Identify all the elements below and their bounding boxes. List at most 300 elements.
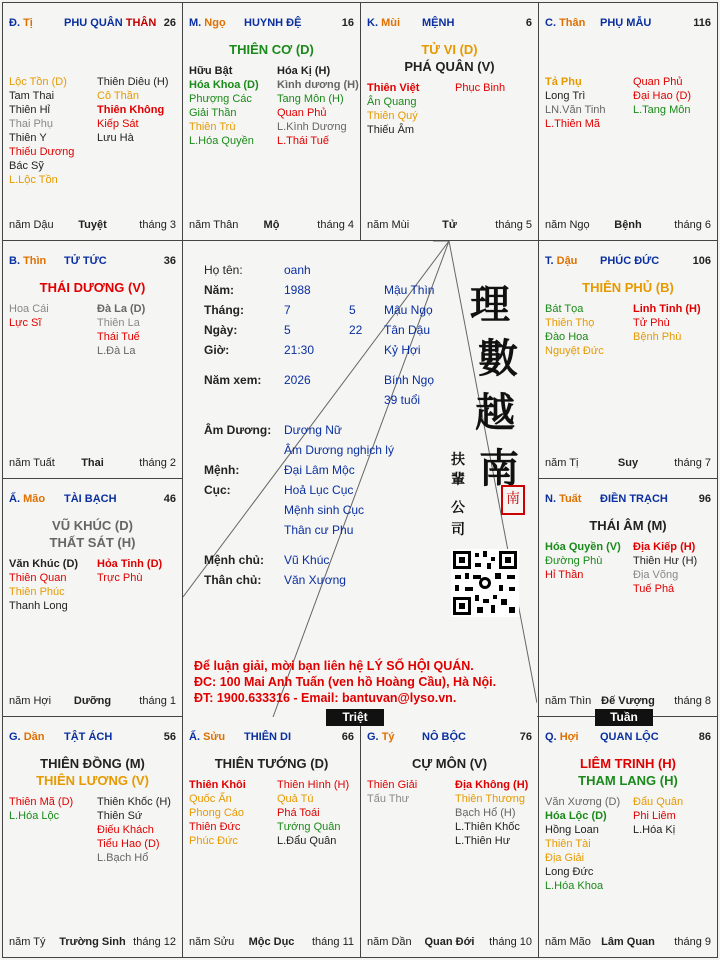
minor-star: L.Thiên Khốc [455,821,520,833]
palace-month: tháng 1 [139,695,176,707]
palace-month: tháng 6 [674,219,711,231]
minor-star: Thiên Trù [189,121,236,133]
palace-position [189,17,226,29]
palace-branch: Mùi [381,17,401,29]
palace-age: 116 [693,17,711,29]
major-star: THÁI DƯƠNG (V) [39,280,146,295]
minor-star: Long Trì [545,90,586,102]
contact-line-1: Để luận giải, mời bạn liên hệ LÝ SỐ HỘI QUÁN. [194,659,474,673]
minor-stars-left [545,302,635,358]
minor-stars-right [633,75,718,117]
palace-year: năm Ngọ [545,219,590,231]
minor-star: Lưu Hà [97,132,134,144]
palace-branch: Tị [23,17,33,29]
palace-position [545,731,579,743]
palace-header [367,731,532,745]
contact-line-3: ĐT: 1900.633316 - Email: bantuvan@lyso.vn. [194,691,457,705]
minor-star: Thiên Sứ [97,810,143,822]
cuc-note-1: Mệnh sinh Cục [284,503,365,517]
palace-name [600,17,651,29]
minor-star: Thiên Mã (D) [9,796,74,808]
minor-star: Lộc Tồn (D) [9,76,67,88]
palace-age: 96 [698,493,711,505]
small-calligraphy-3: 公 [451,500,465,516]
minor-star: Địa Kiếp (H) [633,541,696,553]
palace-stage: Thai [81,457,104,469]
minor-star: Tang Môn (H) [277,93,344,105]
palace-name [64,493,117,505]
palace-name [600,255,659,267]
minor-star: Cô Thần [97,90,139,102]
major-stars [183,41,360,58]
year-can-chi: Mậu Thìn [384,283,435,297]
month-lunar: 5 [349,303,356,317]
palace-name-text: HUYNH ĐỆ [244,17,302,29]
minor-star: Đà La (D) [97,303,146,315]
palace-hoi [538,716,718,958]
day-label: Ngày: [204,323,238,337]
minor-star: Địa Võng [633,569,679,581]
minor-star: Tuế Phá [633,583,675,595]
palace-name [64,17,156,29]
minor-star: Phi Liêm [633,810,676,822]
major-stars [183,755,360,772]
palace-name-text: ĐIỀN TRẠCH [600,493,668,505]
cuc-label: Cục: [204,483,231,497]
minor-star: Thiên Không [97,104,165,116]
am-duong-value: Dương Nữ [284,423,342,437]
minor-star: Phúc Đức [189,835,238,847]
minor-star: Thiếu Dương [9,146,75,158]
minor-stars-right [455,778,539,848]
palace-year: năm Mão [545,936,591,948]
palace-footer [545,219,711,233]
minor-stars-right [97,795,183,865]
palace-year: năm Tị [545,457,579,469]
palace-mui [360,2,539,241]
major-stars [361,41,538,75]
minor-star: Giải Thần [189,107,237,119]
qr-code-icon[interactable] [451,549,519,617]
palace-stem: K. [367,17,378,29]
minor-star: L.Bạch Hổ [97,852,149,864]
minor-star: Thiên Quý [367,110,418,122]
palace-stem: N. [545,493,556,505]
palace-name-text: NÔ BỘC [422,731,466,743]
palace-stage: Mộ [263,219,280,231]
minor-star: Thiên Phúc [9,586,65,598]
minor-star: Thiên La [97,317,140,329]
major-star: THÁI ÂM (M) [589,518,667,533]
major-star: THIÊN LƯƠNG (V) [36,773,149,788]
month-solar: 7 [284,303,291,317]
minor-star: Hóa Kị (H) [277,65,331,77]
minor-star: Phượng Các [189,93,252,105]
minor-star: Ân Quang [367,96,417,108]
minor-star: Hóa Quyền (V) [545,541,621,553]
minor-star: L.Hóa Lộc [9,810,60,822]
minor-stars-right [633,302,718,344]
minor-star: Thiếu Âm [367,124,415,136]
tuan-tag: Tuần [595,709,653,726]
palace-branch: Tý [381,731,395,743]
palace-year: năm Sửu [189,936,235,948]
am-duong-label: Âm Dương: [204,423,272,437]
minor-star: Lực Sĩ [9,317,42,329]
palace-month: tháng 10 [489,936,532,948]
minor-star: Thiên Khôi [189,779,246,791]
major-star: THIÊN ĐỒNG (M) [40,756,145,771]
palace-position [9,255,46,267]
palace-month: tháng 8 [674,695,711,707]
minor-star: Hỏa Tinh (D) [97,558,163,570]
minor-star: Quốc Ấn [189,793,232,805]
palace-header [9,493,176,507]
palace-extra: THÂN [125,17,157,29]
palace-header [545,493,711,507]
palace-than [538,2,718,241]
palace-name [600,731,659,743]
minor-star: L.Hóa Khoa [545,880,604,892]
minor-star: Thiên Quan [9,572,67,584]
hour-value: 21:30 [284,343,315,357]
minor-star: L.Thái Tuế [277,135,329,147]
day-lunar: 22 [349,323,363,337]
year-solar: 1988 [284,283,311,297]
minor-star: Thiên Diêu (H) [97,76,169,88]
minor-star: Phong Cáo [189,807,245,819]
minor-star: Đẩu Quân [633,796,684,808]
palace-stem: C. [545,17,556,29]
menh-chu-value: Vũ Khúc [284,553,330,567]
palace-stage: Lâm Quan [601,936,655,948]
minor-star: L.Lộc Tồn [9,174,58,186]
menh-chu-label: Mệnh chủ: [204,553,264,567]
major-star: THIÊN CƠ (D) [229,42,314,57]
minor-stars-right [277,778,361,848]
minor-stars-right [97,75,183,145]
palace-age: 106 [692,255,711,267]
minor-star: Địa Không (H) [455,779,529,791]
minor-star: L.Kình Dương [277,121,347,133]
palace-name [64,731,112,743]
palace-name-text: QUAN LỘC [600,731,659,743]
palace-age: 56 [163,731,176,743]
small-calligraphy-2: 輩 [451,472,465,488]
minor-star: Thiên Việt [367,82,420,94]
palace-header [189,17,354,31]
palace-month: tháng 5 [495,219,532,231]
palace-age: 36 [163,255,176,267]
palace-year: năm Thân [189,219,239,231]
palace-footer [545,936,711,950]
palace-age: 26 [163,17,176,29]
minor-stars-left [9,557,99,613]
palace-branch: Tuất [559,493,582,505]
major-star: THIÊN TƯỚNG (D) [214,756,329,771]
calligraphy-char-1: 理 [470,281,510,328]
palace-header [367,17,532,31]
minor-star: Phục Binh [455,82,506,94]
small-calligraphy-4: 司 [451,522,465,538]
palace-footer [9,936,176,950]
minor-stars-left [367,81,457,137]
major-star: CỰ MÔN (V) [411,756,488,771]
minor-star: Bát Tọa [545,303,584,315]
major-star: VŨ KHÚC (D) [52,518,133,533]
palace-stage: Bệnh [614,219,642,231]
minor-star: Linh Tinh (H) [633,303,701,315]
palace-name-text: TÀI BẠCH [64,493,117,505]
minor-star: Hồng Loan [545,824,599,836]
center-info-panel [183,241,537,717]
am-duong-note: Âm Dương nghịch lý [284,443,394,457]
day-solar: 5 [284,323,291,337]
calligraphy-char-3: 越 [475,389,515,436]
palace-name [422,17,454,29]
minor-star: Thiên Hình (H) [277,779,350,791]
palace-mao [2,478,183,717]
calligraphy-char-4: 南 [479,445,519,492]
minor-stars-right [97,302,183,358]
palace-thin [2,240,183,479]
minor-stars-right [633,795,718,837]
minor-star: L.Thiên Mã [545,118,601,130]
major-stars [539,517,717,534]
minor-stars-left [189,64,279,148]
minor-star: L.Đà La [97,345,136,357]
minor-star: Quan Phủ [633,76,683,88]
palace-name [244,731,291,743]
palace-age: 16 [341,17,354,29]
than-chu-label: Thân chủ: [204,573,262,587]
palace-stem: Ấ. [9,493,20,505]
day-can-chi: Tân Dậu [384,323,431,337]
palace-age: 76 [519,731,532,743]
palace-footer [9,457,176,471]
palace-position [9,493,45,505]
palace-footer [189,219,354,233]
palace-name [244,17,301,29]
hour-can-chi: Kỷ Hợi [384,343,421,357]
palace-header [189,731,354,745]
palace-stem: G. [9,731,21,743]
minor-stars-left [545,75,635,131]
minor-star: L.Thiên Hư [455,835,511,847]
minor-star: Phá Toái [277,807,320,819]
minor-star: Kình dương (H) [277,79,359,91]
view-year-label: Năm xem: [204,373,262,387]
palace-month: tháng 12 [133,936,176,948]
palace-name-text: PHỤ MẪU [600,17,652,29]
palace-month: tháng 7 [674,457,711,469]
month-label: Tháng: [204,303,244,317]
minor-star: Thiên Tài [545,838,591,850]
palace-stage: Suy [617,457,639,469]
palace-stage: Đế Vượng [601,695,655,707]
minor-star: Thiên Đức [189,821,241,833]
palace-dan [2,716,183,958]
minor-star: Bệnh Phù [633,331,682,343]
palace-year: năm Tý [9,936,46,948]
small-calligraphy-1: 扶 [451,452,465,468]
minor-stars-right [455,81,539,95]
palace-position [545,493,581,505]
palace-ty-water [360,716,539,958]
palace-tuat [538,478,718,717]
palace-age: 86 [698,731,711,743]
palace-branch: Hợi [559,731,579,743]
minor-star: L.Hóa Kị [633,824,676,836]
month-can-chi: Mậu Ngọ [384,303,433,317]
minor-star: Tướng Quân [277,821,341,833]
minor-star: Tiểu Hao (D) [97,838,160,850]
palace-stem: T. [545,255,554,267]
major-stars [3,517,182,551]
palace-position [545,17,585,29]
minor-star: Văn Xương (D) [545,796,621,808]
minor-star: Kiếp Sát [97,118,139,130]
calligraphy-char-2: 數 [478,335,518,382]
palace-stage: Trường Sinh [59,936,126,948]
palace-name [422,731,466,743]
minor-stars-right [97,557,183,585]
minor-star: Thiên Khốc (H) [97,796,171,808]
minor-star: Trực Phù [97,572,143,584]
palace-ngo [182,2,361,241]
palace-position [367,17,400,29]
minor-star: Điếu Khách [97,824,154,836]
minor-star: Thai Phụ [9,118,54,130]
minor-star: L.Đẩu Quân [277,835,337,847]
minor-star: Hóa Khoa (D) [189,79,259,91]
minor-stars-left [9,302,99,330]
palace-header [9,731,176,745]
major-star: PHÁ QUÂN (V) [404,59,495,74]
minor-star: Thanh Long [9,600,68,612]
minor-stars-left [9,75,99,187]
major-star: THẤT SÁT (H) [49,535,136,550]
minor-stars-left [367,778,457,806]
minor-star: Thiên Thương [455,793,526,805]
palace-footer [189,936,354,950]
palace-header [545,255,711,269]
palace-name-text: THIÊN DI [244,731,292,743]
minor-star: Nguyệt Đức [545,345,604,357]
age-value: 39 tuổi [384,393,421,407]
palace-year: năm Tuất [9,457,55,469]
cuc-note-2: Thân cư Phu [284,523,354,537]
palace-month: tháng 11 [311,936,354,948]
minor-star: Tử Phù [633,317,670,329]
minor-star: Tấu Thư [367,793,410,805]
name-label: Họ tên: [204,263,243,277]
minor-star: Đào Hoa [545,331,589,343]
palace-header [9,17,176,31]
palace-stage: Quan Đới [424,936,475,948]
minor-star: L.Hóa Quyền [189,135,254,147]
minor-star: Hoa Cái [9,303,49,315]
palace-name-text: PHU QUÂN [64,17,123,29]
minor-stars-left [189,778,279,848]
minor-star: Bác Sỹ [9,160,44,172]
major-star: THIÊN PHỦ (B) [582,280,674,295]
minor-star: Thiên Thọ [545,317,595,329]
palace-footer [545,695,711,709]
minor-star: Đại Hao (D) [633,90,692,102]
palace-month: tháng 9 [674,936,711,948]
palace-position [9,731,44,743]
palace-header [545,731,711,745]
palace-age: 66 [341,731,354,743]
major-stars [3,279,182,296]
palace-footer [545,457,711,471]
palace-position [545,255,577,267]
palace-year: năm Thìn [545,695,592,707]
palace-month: tháng 4 [317,219,354,231]
major-star: TỬ VI (D) [421,42,478,57]
palace-footer [9,695,176,709]
minor-stars-right [633,540,718,596]
palace-name-text: MỆNH [422,17,455,29]
minor-stars-left [9,795,99,823]
year-label: Năm: [204,283,235,297]
hour-label: Giờ: [204,343,230,357]
palace-stem: M. [189,17,202,29]
palace-name [64,255,107,267]
than-chu-value: Văn Xương [284,573,346,587]
palace-header [545,17,711,31]
view-year-value: 2026 [284,373,311,387]
palace-year: năm Hợi [9,695,52,707]
name-value: oanh [284,263,311,277]
minor-star: Tả Phụ [545,76,582,88]
palace-stage: Mộc Dục [248,936,295,948]
palace-month: tháng 2 [139,457,176,469]
menh-value: Đại Lâm Mộc [284,463,355,477]
palace-name-text: TẬT ÁCH [64,731,113,743]
minor-star: Hỉ Thần [545,569,584,581]
minor-star: Đường Phù [545,555,603,567]
minor-star: Thiên Hư (H) [633,555,698,567]
major-stars [539,279,717,296]
minor-star: Thái Tuế [97,331,140,343]
palace-stem: Đ. [9,17,20,29]
palace-footer [9,219,176,233]
minor-star: Hữu Bật [189,65,233,77]
palace-year: năm Dần [367,936,412,948]
palace-stem: Q. [545,731,557,743]
palace-stage: Dưỡng [73,695,112,707]
palace-name-text: TỬ TỨC [64,255,107,267]
major-stars [539,755,717,789]
palace-ty [2,2,183,241]
palace-dau [538,240,718,479]
major-star: THAM LANG (H) [578,773,678,788]
palace-stage: Tử [442,219,457,231]
palace-branch: Mão [23,493,46,505]
red-seal: 南 [501,485,525,515]
palace-footer [367,936,532,950]
minor-star: LN.Văn Tinh [545,104,606,116]
palace-name [600,493,668,505]
minor-star: Thiên Hỉ [9,104,50,116]
minor-star: Tam Thai [9,90,55,102]
minor-star: Văn Khúc (D) [9,558,79,570]
palace-position [9,17,33,29]
major-star: LIÊM TRINH (H) [579,756,677,771]
palace-branch: Dần [23,731,45,743]
